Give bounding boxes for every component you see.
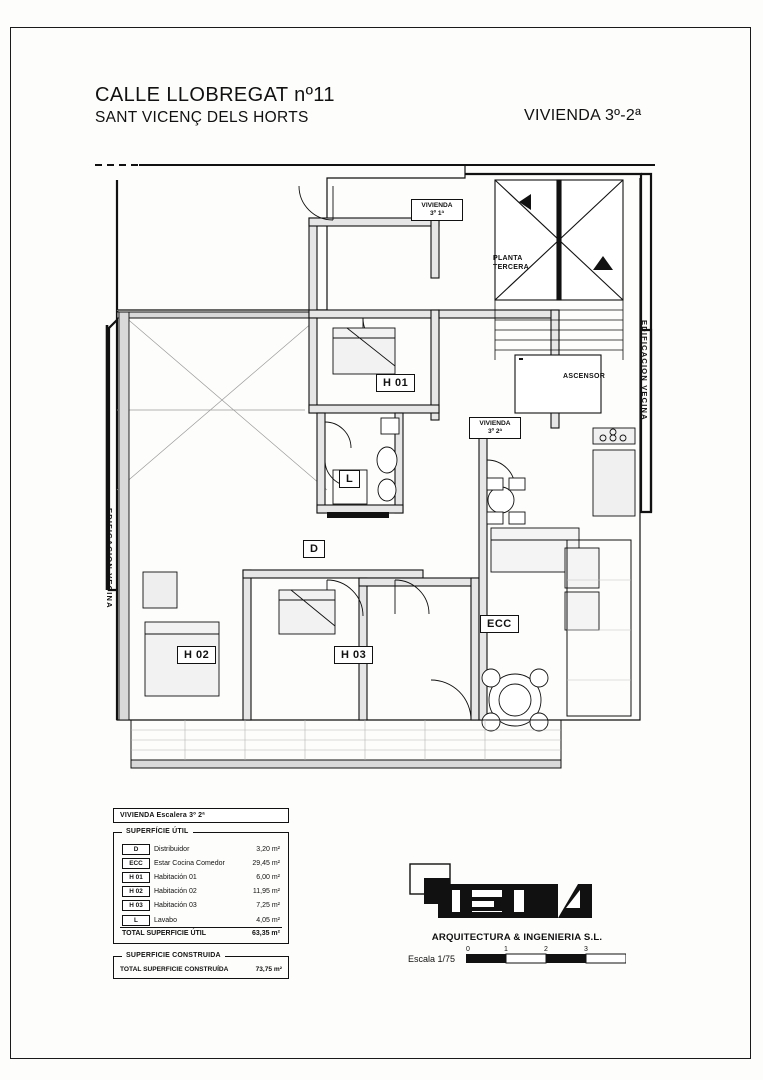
vivienda-3-2-line1: VIVIENDA [479,420,511,427]
row-code: H 02 [122,886,150,897]
table-row-built [120,966,282,973]
row-area: 29,45 m² [252,859,280,867]
useful-area-caption: SUPERFÍCIE ÚTIL [122,828,193,835]
legend-block [113,808,289,979]
page-subtitle: SANT VICENÇ DELS HORTS [95,109,309,126]
row-code: H 01 [122,872,150,883]
row-name: Distribuidor [154,845,190,853]
built-area: 73,75 m² [255,966,282,974]
room-tag-d: D [303,540,325,558]
row-code: H 03 [122,900,150,911]
logo-subtitle: ARQUITECTURA & INGENIERIA S.L. [431,932,603,943]
row-name: Lavabo [154,916,177,924]
room-tag-l: L [339,470,360,488]
table-row [120,899,282,913]
label-edificacion-vecina-right: EDIFICACION VECINA [640,320,649,421]
page-title: CALLE LLOBREGAT nº11 [95,84,335,106]
label-vivienda-3-1 [411,199,463,221]
vivienda-3-1-line2: 3º 1ª [429,210,444,218]
label-ascensor: ASCENSOR [563,373,606,380]
svg-text:0: 0 [466,946,470,953]
row-area: 6,00 m² [256,873,280,881]
built-label: TOTAL SUPERFICIE CONSTRUÍDA [120,966,229,974]
svg-text:3: 3 [584,946,588,953]
legend-header: VIVIENDA Escalera 3º 2ª [113,808,289,823]
row-area: 11,95 m² [252,888,280,896]
room-tag-h03: H 03 [334,646,373,664]
scale-label: Escala 1/75 [408,954,456,964]
table-row [120,885,282,899]
floor-plan [95,160,665,800]
table-row-total [120,928,282,939]
total-area: 63,35 m² [243,928,282,939]
row-name: Habitación 01 [154,873,197,881]
row-area: 3,20 m² [256,845,280,853]
floor-plan-svg [95,160,665,810]
table-row [120,870,282,884]
row-area: 7,25 m² [256,902,280,910]
built-area-caption: SUPERFICIE CONSTRUIDA [122,952,225,959]
row-area: 4,05 m² [256,916,280,924]
scale-bar-icon [466,944,626,970]
built-area-table [113,952,289,979]
row-name: Habitación 02 [154,888,197,896]
table-row [120,913,282,928]
planta-tercera-line1: PLANTA [493,255,523,262]
row-code: D [122,844,150,855]
svg-text:1: 1 [504,946,508,953]
room-tag-ecc: ECC [480,615,519,633]
row-name: Estar Cocina Comedor [154,859,225,867]
total-label: TOTAL SUPERFICIE ÚTIL [120,928,243,939]
label-planta-tercera [493,254,529,272]
room-tag-h02: H 02 [177,646,216,664]
row-code: L [122,915,150,926]
planta-tercera-line2: TERCERA [493,264,529,272]
room-tag-h01: H 01 [376,374,415,392]
dwelling-title: VIVIENDA 3º-2ª [524,107,642,124]
vivienda-3-1-line1: VIVIENDA [421,202,453,209]
svg-text:2: 2 [544,946,548,953]
label-vivienda-3-2 [469,417,521,439]
row-code: ECC [122,858,150,869]
logo-mark-icon [408,862,628,932]
table-row [120,856,282,870]
vivienda-3-2-line2: 3º 2ª [487,428,502,436]
table-row [120,842,282,856]
useful-area-table [113,828,289,944]
label-edificacion-vecina-left: EDIFICACION VECINA [105,508,114,609]
row-name: Habitación 03 [154,902,197,910]
